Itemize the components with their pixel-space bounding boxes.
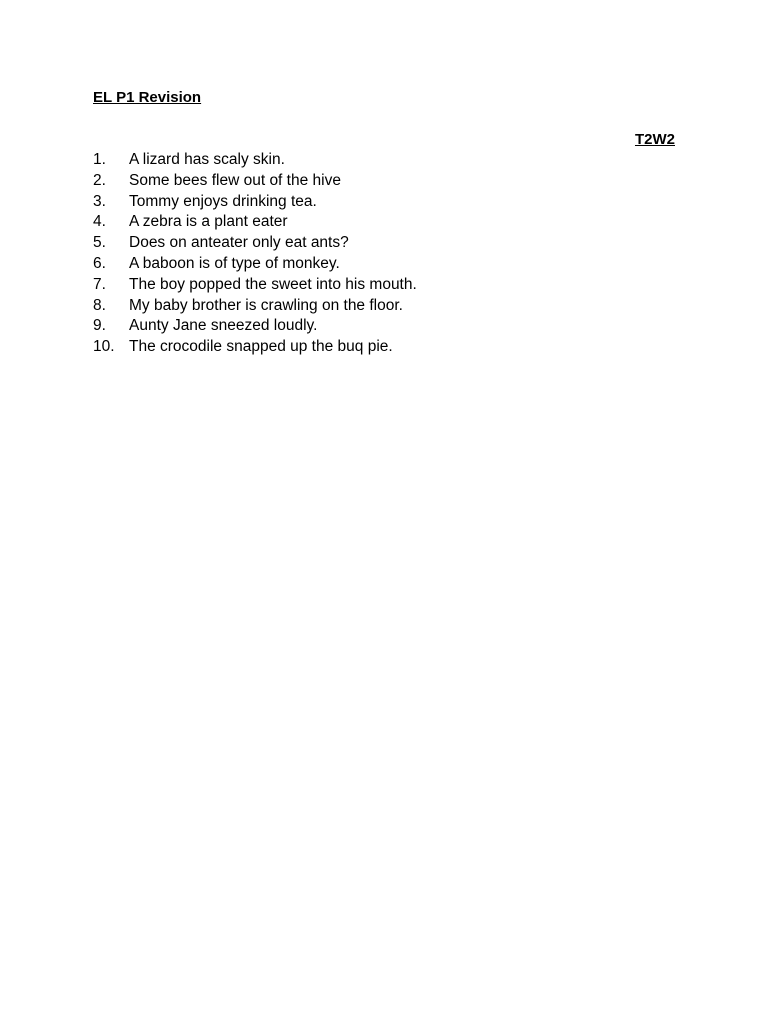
list-item <box>93 212 673 233</box>
item-text: The crocodile snapped up the buq pie. <box>129 338 393 356</box>
item-text: Does on anteater only eat ants? <box>129 234 349 252</box>
list-item <box>93 150 673 171</box>
item-number: 6. <box>93 254 106 272</box>
item-number: 1. <box>93 151 106 168</box>
list-item <box>93 192 673 213</box>
item-text: Tommy enjoys drinking tea. <box>129 192 317 210</box>
document-title: EL P1 Revision <box>93 89 202 106</box>
list-item <box>93 337 673 358</box>
list-item <box>93 316 673 337</box>
item-text: A baboon is of type of monkey. <box>129 254 340 272</box>
item-number: 7. <box>93 275 106 293</box>
week-code: T2W2 <box>634 131 675 148</box>
item-number: 4. <box>93 213 106 231</box>
item-number: 2. <box>93 171 106 189</box>
item-text: My baby brother is crawling on the floor. <box>129 296 403 314</box>
list-item <box>93 275 673 296</box>
item-number: 5. <box>93 234 106 252</box>
item-text: A lizard has scaly skin. <box>129 151 285 168</box>
sentence-list <box>93 150 673 358</box>
item-text: Aunty Jane sneezed loudly. <box>129 317 318 335</box>
item-number: 3. <box>93 192 106 210</box>
item-number: 9. <box>93 317 106 335</box>
list-item <box>93 254 673 275</box>
list-item <box>93 171 673 192</box>
item-text: Some bees flew out of the hive <box>129 171 341 189</box>
item-number: 8. <box>93 296 106 314</box>
item-number: 10. <box>93 338 115 356</box>
item-text: The boy popped the sweet into his mouth. <box>129 275 417 293</box>
item-text: A zebra is a plant eater <box>129 213 288 231</box>
list-item <box>93 233 673 254</box>
list-item <box>93 296 673 317</box>
